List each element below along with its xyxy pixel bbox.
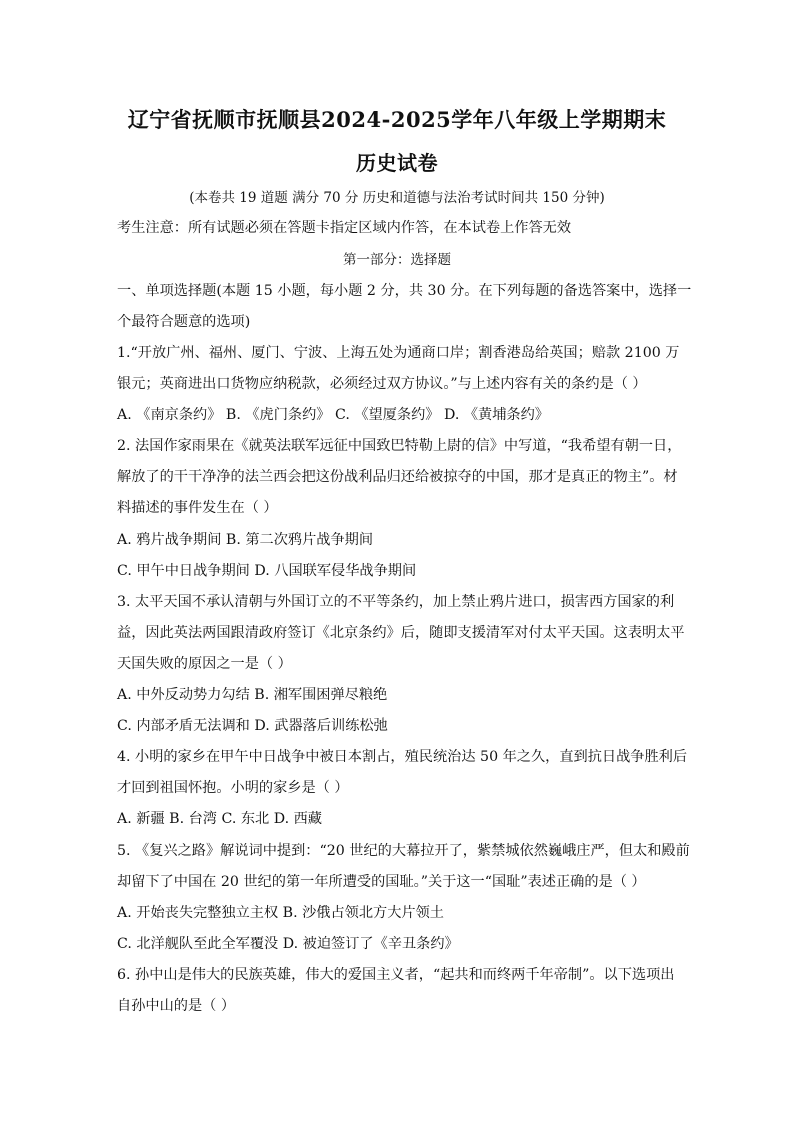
question-3-options: A. 中外反动势力勾结 B. 湘军围困弹尽粮绝 — [117, 687, 388, 703]
question-5-text: 5. 《复兴之路》解说词中提到：“20 世纪的大幕拉开了，紫禁城依然巍峨庄严，但太和殿前 — [117, 843, 690, 859]
part-heading: 第一部分：选择题 — [343, 252, 451, 268]
question-1-text: 银元；英商进出口货物应纳税款，必须经过双方协议。”与上述内容有关的条约是（ ） — [117, 376, 647, 392]
exam-info: (本卷共 19 道题 满分 70 分 历史和道德与法治考试时间共 150 分钟) — [189, 190, 605, 206]
question-1-text: 1.“开放广州、福州、厦门、宁波、上海五处为通商口岸；割香港岛给英国；赔款 2100 万 — [117, 345, 680, 361]
question-2-text: 解放了的干干净净的法兰西会把这份战利品归还给被掠夺的中国，那才是真正的物主”。材 — [117, 469, 678, 485]
question-5-options: A. 开始丧失完整独立主权 B. 沙俄占领北方大片领土 — [117, 905, 444, 921]
question-5-options: C. 北洋舰队至此全军覆没 D. 被迫签订了《辛丑条约》 — [117, 936, 459, 952]
question-3-text: 益，因此英法两国跟清政府签订《北京条约》后，随即支援清军对付太平天国。这表明太平 — [117, 625, 685, 641]
question-3-text: 天国失败的原因之一是（ ） — [117, 656, 292, 672]
exam-notice: 考生注意：所有试题必须在答题卡指定区域内作答，在本试卷上作答无效 — [117, 220, 572, 236]
section-intro-line: 一、单项选择题(本题 15 小题，每小题 2 分，共 30 分。在下列每题的备选答案中，选择一 — [117, 283, 692, 299]
question-6-text: 自孙中山的是（ ） — [117, 998, 236, 1014]
question-6-text: 6. 孙中山是伟大的民族英雄，伟大的爱国主义者，“起共和而终两千年帝制”。以下选项出 — [117, 967, 675, 983]
exam-title: 辽宁省抚顺市抚顺县2024-2025学年八年级上学期期末 — [127, 107, 667, 132]
question-2-text: 料描述的事件发生在（ ） — [117, 500, 278, 516]
question-3-options: C. 内部矛盾无法调和 D. 武器落后训练松弛 — [117, 718, 388, 734]
question-5-text: 却留下了中国在 20 世纪的第一年所遭受的国耻。”关于这一“国耻”表述正确的是（ ） — [117, 874, 646, 890]
question-2-text: 2. 法国作家雨果在《就英法联军远征中国致巴特勒上尉的信》中写道，“我希望有朝一日， — [117, 438, 682, 454]
question-4-text: 4. 小明的家乡在甲午中日战争中被日本割占，殖民统治达 50 年之久，直到抗日战争胜利后 — [117, 749, 688, 765]
section-intro-line: 个最符合题意的选项) — [117, 314, 251, 330]
question-4-options: A. 新疆 B. 台湾 C. 东北 D. 西藏 — [117, 811, 322, 827]
question-2-options: C. 甲午中日战争期间 D. 八国联军侵华战争期间 — [117, 563, 417, 579]
question-1-options: A. 《南京条约》 B. 《虎门条约》 C. 《望厦条约》 D. 《黄埔条约》 — [117, 407, 549, 423]
question-2-options: A. 鸦片战争期间 B. 第二次鸦片战争期间 — [117, 532, 374, 548]
question-4-text: 才回到祖国怀抱。小明的家乡是（ ） — [117, 780, 349, 796]
exam-subject-title: 历史试卷 — [356, 151, 438, 175]
question-3-text: 3. 太平天国不承认清朝与外国订立的不平等条约，加上禁止鸦片进口，损害西方国家的利 — [117, 594, 675, 610]
